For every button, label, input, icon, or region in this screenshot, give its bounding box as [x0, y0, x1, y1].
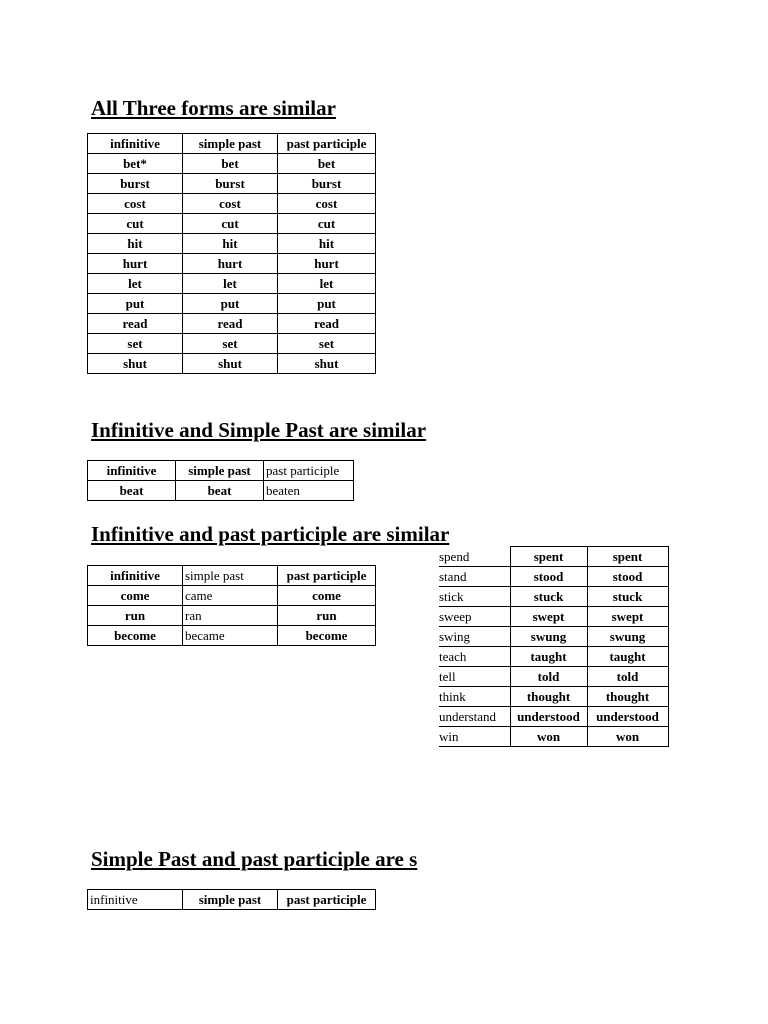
table-row [88, 481, 354, 501]
table-cell: become [88, 626, 183, 646]
table-row [88, 274, 376, 294]
table-cell: hit [278, 234, 376, 254]
heading-all-three-similar: All Three forms are similar [91, 96, 336, 120]
heading-simple-past-past-participle-similar: Simple Past and past participle are s [91, 847, 418, 871]
table-simple-past-past-participle-similar [87, 889, 376, 910]
table-row [439, 627, 668, 647]
table-cell: beat [88, 481, 176, 501]
table-cell: stood [587, 567, 668, 587]
table-infinitive-past-participle-continued [439, 546, 669, 747]
table-cell: came [183, 586, 278, 606]
table-all-three-similar [87, 133, 376, 374]
table-cell: understand [439, 707, 510, 727]
table-cell: shut [183, 354, 278, 374]
table-cell: put [278, 294, 376, 314]
table-cell: let [278, 274, 376, 294]
table-header-row [88, 566, 376, 586]
table-cell: run [88, 606, 183, 626]
table-cell: cost [183, 194, 278, 214]
table-row [88, 334, 376, 354]
table-cell: beat [176, 481, 264, 501]
column-header: infinitive [88, 134, 183, 154]
table-cell: hit [183, 234, 278, 254]
table-cell: let [183, 274, 278, 294]
table-row [439, 587, 668, 607]
table-row [88, 174, 376, 194]
table-cell: ran [183, 606, 278, 626]
table-row [439, 567, 668, 587]
table-cell: stood [510, 567, 587, 587]
table-row [88, 214, 376, 234]
table-cell: put [183, 294, 278, 314]
table-cell: think [439, 687, 510, 707]
table-row [88, 294, 376, 314]
table-cell: teach [439, 647, 510, 667]
table-cell: bet [183, 154, 278, 174]
table-row [88, 354, 376, 374]
column-header: infinitive [88, 890, 183, 910]
table-header-row [88, 461, 354, 481]
table-cell: let [88, 274, 183, 294]
table-cell: hit [88, 234, 183, 254]
table-cell: shut [278, 354, 376, 374]
table-row [439, 707, 668, 727]
table-cell: read [183, 314, 278, 334]
table-cell: burst [278, 174, 376, 194]
table-cell: beaten [264, 481, 354, 501]
table-row [88, 234, 376, 254]
table-cell: swung [510, 627, 587, 647]
table-cell: cost [88, 194, 183, 214]
table-cell: hurt [88, 254, 183, 274]
column-header: simple past [183, 134, 278, 154]
table-cell: swing [439, 627, 510, 647]
column-header: infinitive [88, 461, 176, 481]
table-cell: sweep [439, 607, 510, 627]
table-cell: set [278, 334, 376, 354]
table-cell: thought [587, 687, 668, 707]
table-cell: come [278, 586, 376, 606]
table-cell: swung [587, 627, 668, 647]
table-cell: stick [439, 587, 510, 607]
table-cell: spend [439, 547, 510, 567]
table-cell: spent [587, 547, 668, 567]
table-cell: come [88, 586, 183, 606]
table-cell: stand [439, 567, 510, 587]
column-header: past participle [264, 461, 354, 481]
column-header: simple past [176, 461, 264, 481]
table-cell: bet* [88, 154, 183, 174]
table-cell: cost [278, 194, 376, 214]
table-cell: told [587, 667, 668, 687]
table-row [88, 314, 376, 334]
table-cell: bet [278, 154, 376, 174]
table-cell: thought [510, 687, 587, 707]
table-cell: spent [510, 547, 587, 567]
table-infinitive-simple-past-similar [87, 460, 354, 501]
table-row [439, 607, 668, 627]
table-row [88, 194, 376, 214]
table-cell: swept [587, 607, 668, 627]
table-cell: set [88, 334, 183, 354]
table-cell: read [88, 314, 183, 334]
table-cell: shut [88, 354, 183, 374]
table-cell: understood [587, 707, 668, 727]
table-cell: run [278, 606, 376, 626]
table-cell: told [510, 667, 587, 687]
table-cell: became [183, 626, 278, 646]
heading-infinitive-past-participle-similar: Infinitive and past participle are similar [91, 522, 450, 546]
table-cell: swept [510, 607, 587, 627]
table-cell: read [278, 314, 376, 334]
heading-infinitive-simple-past-similar: Infinitive and Simple Past are similar [91, 418, 427, 442]
column-header: past participle [278, 566, 376, 586]
table-row [439, 687, 668, 707]
column-header: infinitive [88, 566, 183, 586]
table-row [88, 606, 376, 626]
table-cell: stuck [587, 587, 668, 607]
table-header-row [88, 134, 376, 154]
table-cell: taught [587, 647, 668, 667]
table-cell: won [587, 727, 668, 747]
table-cell: put [88, 294, 183, 314]
table-cell: cut [183, 214, 278, 234]
table-cell: won [510, 727, 587, 747]
table-cell: win [439, 727, 510, 747]
table-row [88, 154, 376, 174]
table-cell: hurt [278, 254, 376, 274]
table-cell: stuck [510, 587, 587, 607]
table-header-row [88, 890, 376, 910]
table-cell: cut [278, 214, 376, 234]
table-cell: hurt [183, 254, 278, 274]
table-cell: burst [183, 174, 278, 194]
table-row [88, 586, 376, 606]
table-cell: tell [439, 667, 510, 687]
table-row [88, 254, 376, 274]
table-row [439, 727, 668, 747]
table-row [439, 547, 668, 567]
table-row [439, 647, 668, 667]
column-header: past participle [278, 134, 376, 154]
table-cell: become [278, 626, 376, 646]
table-cell: cut [88, 214, 183, 234]
table-infinitive-past-participle-similar [87, 565, 376, 646]
table-row [88, 626, 376, 646]
column-header: past participle [278, 890, 376, 910]
table-cell: set [183, 334, 278, 354]
column-header: simple past [183, 566, 278, 586]
table-cell: burst [88, 174, 183, 194]
table-row [439, 667, 668, 687]
table-cell: understood [510, 707, 587, 727]
table-cell: taught [510, 647, 587, 667]
column-header: simple past [183, 890, 278, 910]
